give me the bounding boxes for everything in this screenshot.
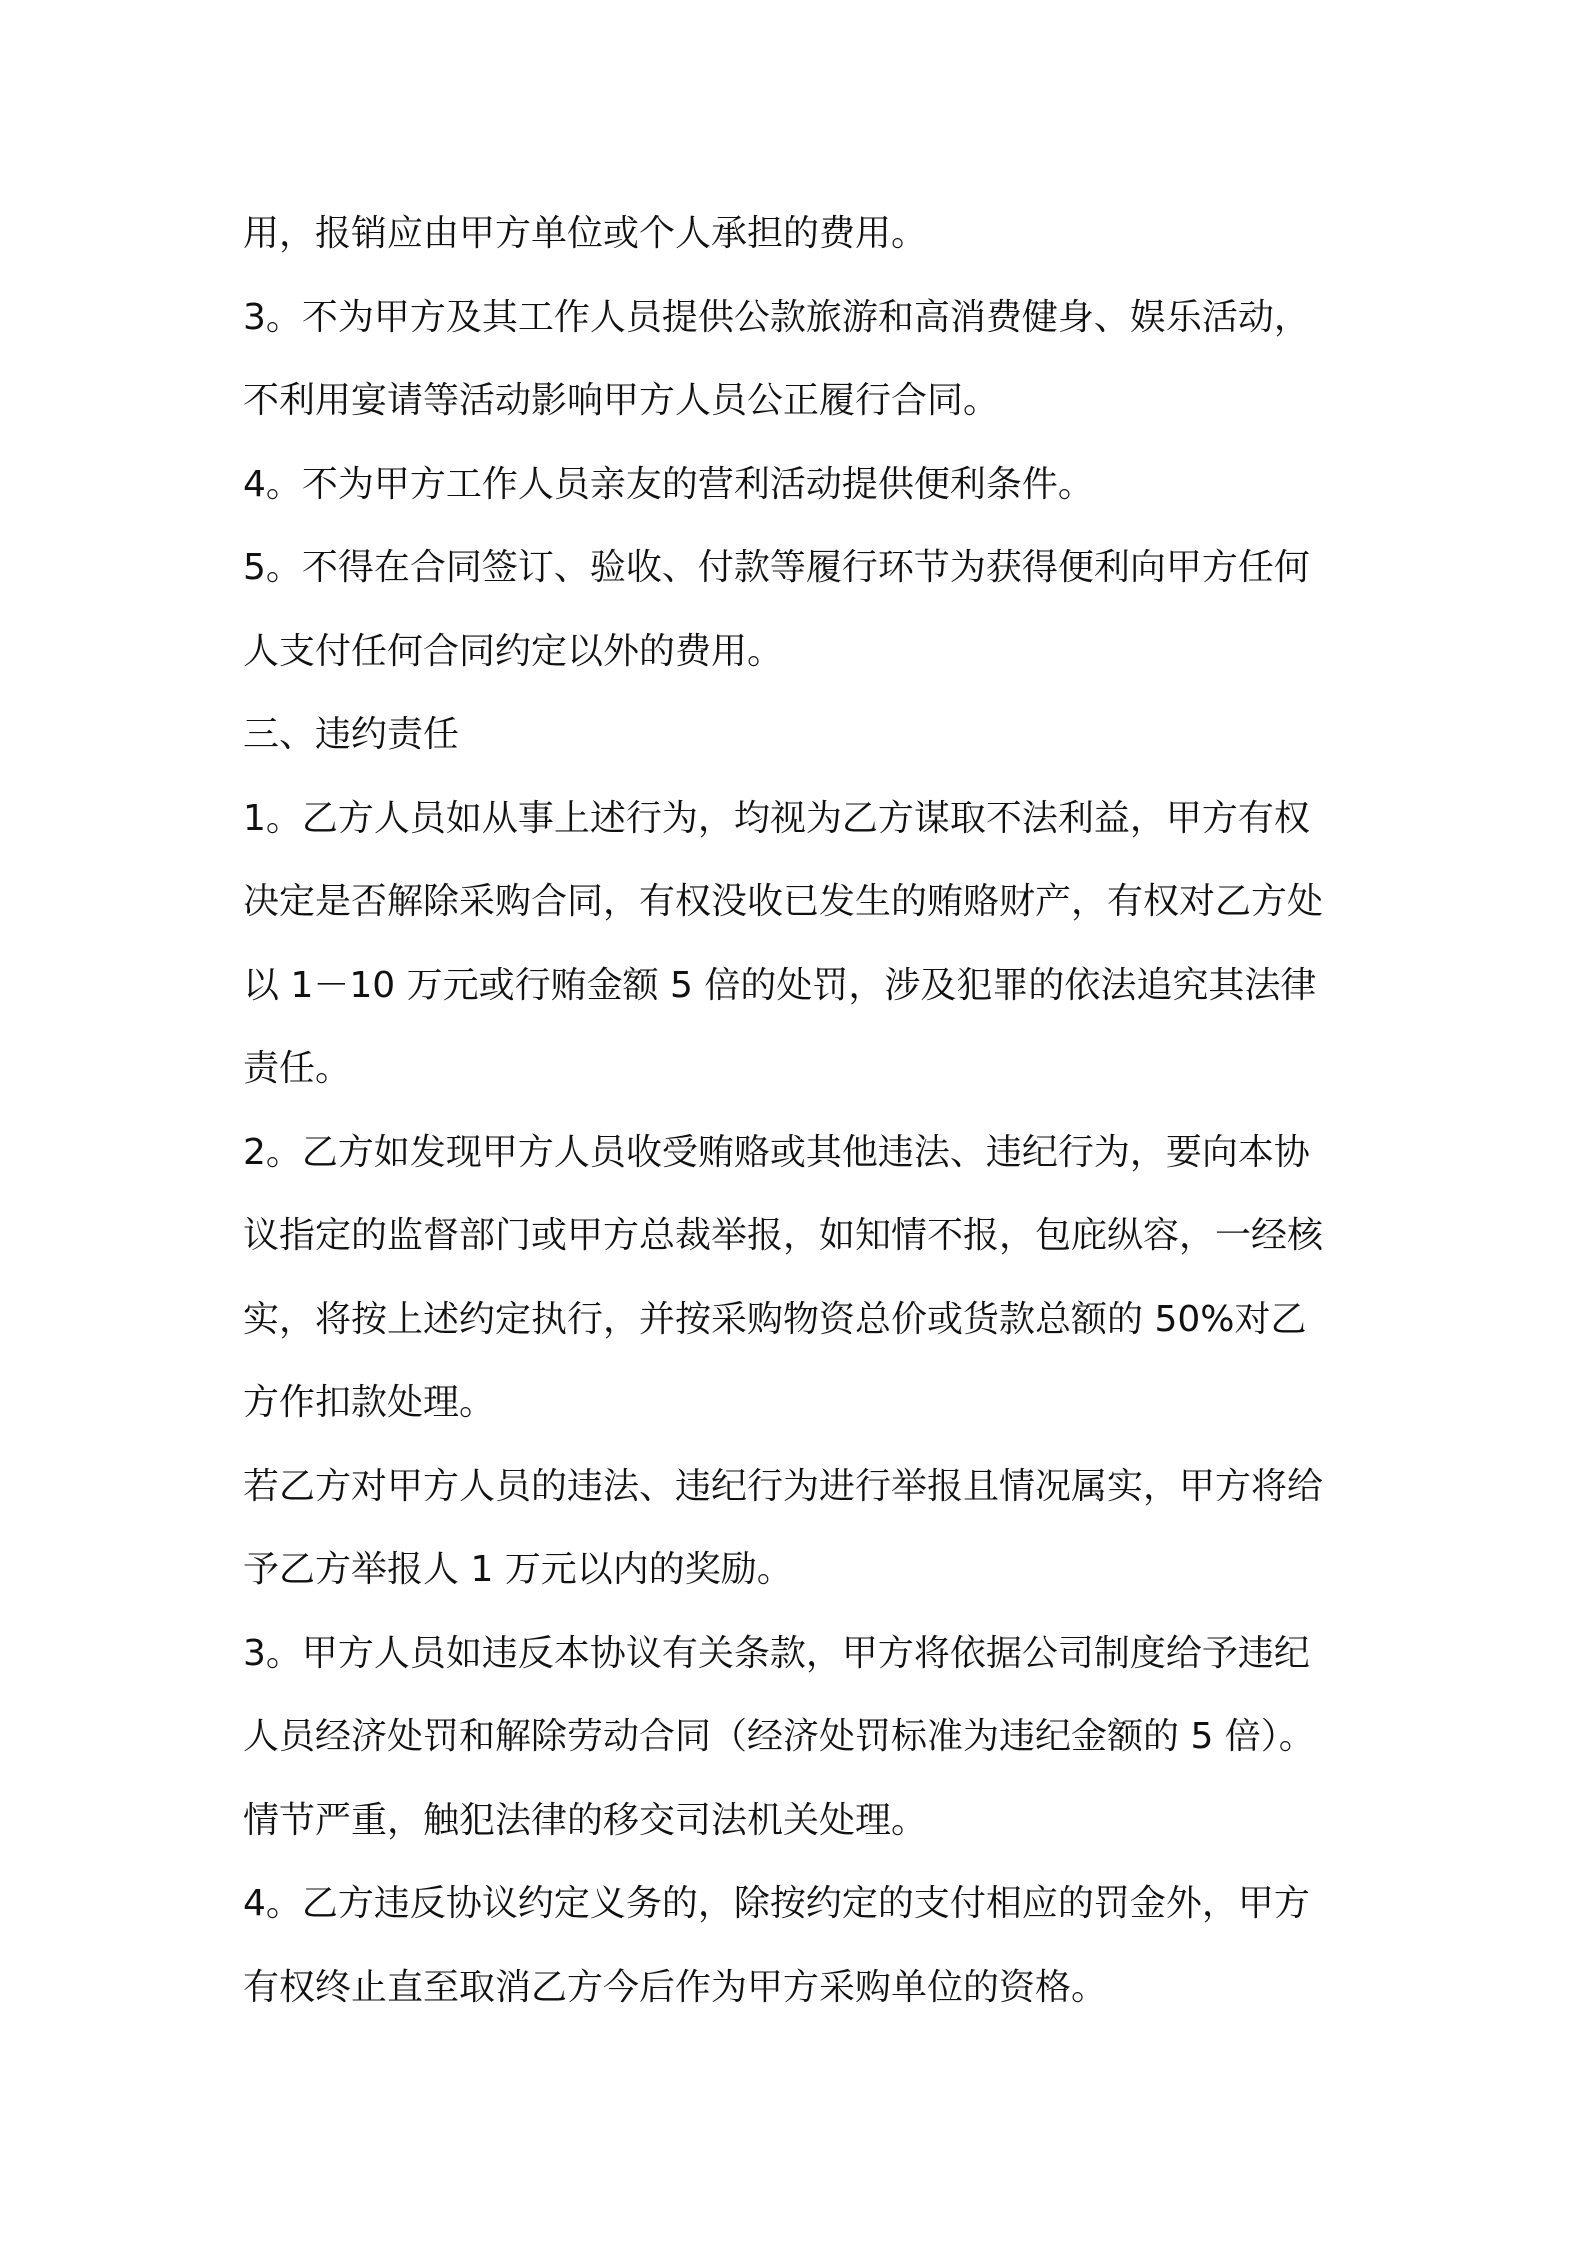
document-body bbox=[243, 192, 1353, 2029]
text-line: 用，报销应由甲方单位或个人承担的费用。 bbox=[243, 213, 928, 254]
clause-4-line: 4。不为甲方工作人员亲友的营利活动提供便利条件。 bbox=[243, 463, 1094, 505]
clause-2-line: 2。乙方如发现甲方人员收受贿赂或其他违法、违纪行为，要向本协 bbox=[243, 1131, 1310, 1173]
clause-5-line: 5。不得在合同签订、验收、付款等履行环节为获得便利向甲方任何 bbox=[243, 547, 1310, 588]
text-line: 不利用宴请等活动影响甲方人员公正履行合同。 bbox=[243, 380, 1000, 421]
text-line: 有权终止直至取消乙方今后作为甲方采购单位的资格。 bbox=[243, 1966, 1108, 2008]
clause-3-line: 3。不为甲方及其工作人员提供公款旅游和高消费健身、娱乐活动， bbox=[243, 296, 1310, 338]
clause-3-penalty-line: 3。甲方人员如违反本协议有关条款，甲方将依据公司制度给予违纪 bbox=[243, 1632, 1310, 1674]
text-line: 予乙方举报人 1 万元以内的奖励。 bbox=[243, 1549, 793, 1590]
clause-4-penalty-line: 4。乙方违反协议约定义务的，除按约定的支付相应的罚金外，甲方 bbox=[243, 1883, 1310, 1924]
text-line: 决定是否解除采购合同，有权没收已发生的贿赂财产，有权对乙方处 bbox=[243, 881, 1324, 922]
text-line: 实，将按上述约定执行，并按采购物资总价或货款总额的 50%对乙 bbox=[243, 1298, 1307, 1340]
text-line: 以 1－10 万元或行贿金额 5 倍的处罚，涉及犯罪的依法追究其法律 bbox=[243, 964, 1317, 1006]
text-line: 方作扣款处理。 bbox=[243, 1382, 496, 1423]
section-heading: 三、违约责任 bbox=[243, 714, 460, 755]
text-line: 议指定的监督部门或甲方总裁举报，如知情不报，包庇纵容，一经核 bbox=[243, 1215, 1324, 1256]
text-line: 情节严重，触犯法律的移交司法机关处理。 bbox=[243, 1799, 928, 1841]
text-line: 人支付任何合同约定以外的费用。 bbox=[243, 630, 784, 672]
clause-1-line: 1。乙方人员如从事上述行为，均视为乙方谋取不法利益，甲方有权 bbox=[243, 797, 1310, 839]
reward-paragraph-line: 若乙方对甲方人员的违法、违纪行为进行举报且情况属实，甲方将给 bbox=[243, 1465, 1324, 1507]
text-line: 责任。 bbox=[243, 1048, 352, 1089]
text-line: 人员经济处罚和解除劳动合同（经济处罚标准为违纪金额的 5 倍）。 bbox=[243, 1716, 1315, 1757]
